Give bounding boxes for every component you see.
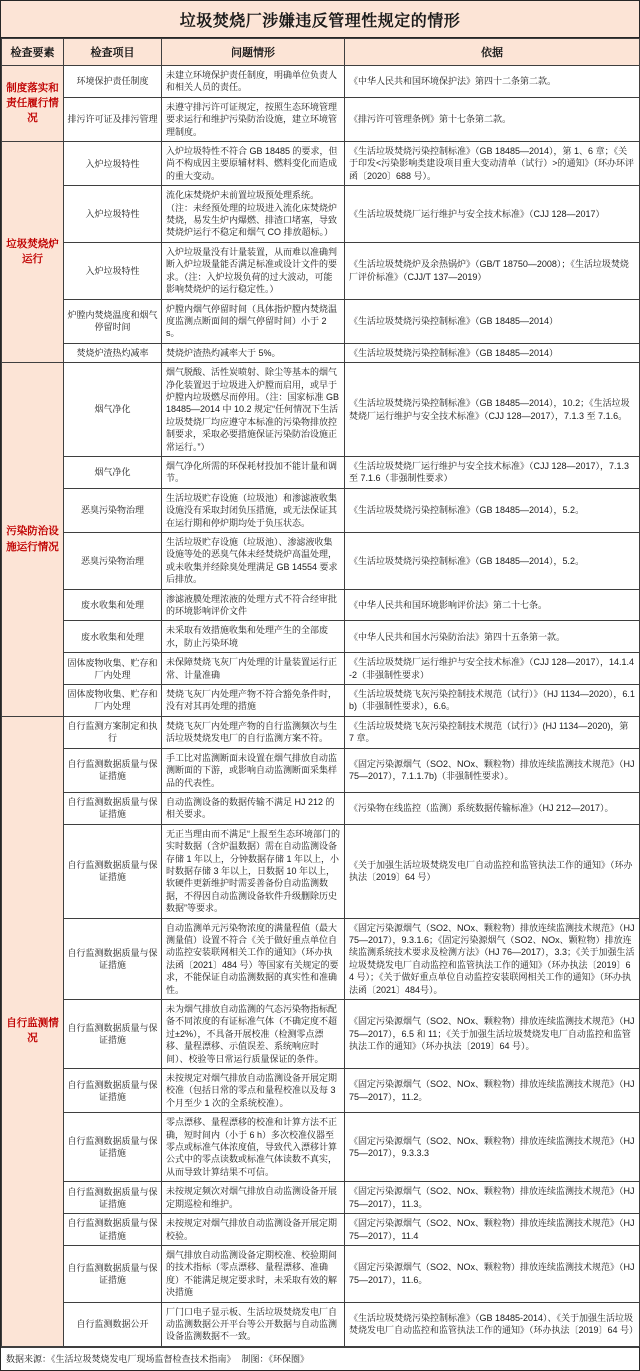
problem-situation-cell: 焚烧飞灰厂内处理产物不符合豁免条件时，没有对其再处理的措施 bbox=[162, 685, 345, 717]
table-row bbox=[2, 343, 640, 362]
basis-cell: 《固定污染源烟气（SO2、NOx、颗粒物）排放连续监测技术规范》（HJ 75—2017），6.5 和 11；《关于加强生活垃圾焚烧发电厂自动监控和监管执法工作的通知》（环办执法〔2019〕64 号）。 bbox=[345, 1000, 640, 1069]
violations-table bbox=[1, 38, 640, 1347]
table-row bbox=[2, 1000, 640, 1069]
problem-situation-cell: 未保障焚烧飞灰厂内处理的计量装置运行正常、计量准确 bbox=[162, 653, 345, 685]
inspection-item-cell: 自行监测数据质量与保证措施 bbox=[64, 918, 162, 999]
basis-cell: 《生活垃圾焚烧飞灰污染控制技术规范（试行）》（HJ 1134—2020），6.1b)（非强制性要求），6.6。 bbox=[345, 685, 640, 717]
inspection-item-cell: 固体废物收集、贮存和厂内处理 bbox=[64, 653, 162, 685]
problem-situation-cell: 零点漂移、量程漂移的校准和计算方法不正确，短时间内（小于 6 h）多次校准仪器至零点或标准气体浓度值，导致代入漂移计算公式中的零点读数或标准气体读数不真实，从而导致计算结果不可信。 bbox=[162, 1113, 345, 1182]
column-header-item: 检查项目 bbox=[64, 39, 162, 66]
basis-cell: 《污染物在线监控（监测）系统数据传输标准》（HJ 212—2017）。 bbox=[345, 792, 640, 824]
problem-situation-cell: 入炉垃圾特性不符合 GB 18485 的要求，但尚不构成因主要原辅材料、燃料变化而造成的重大变动。 bbox=[162, 142, 345, 186]
basis-cell: 《中华人民共和国环境影响评价法》第二十七条。 bbox=[345, 589, 640, 621]
table-row bbox=[2, 792, 640, 824]
problem-situation-cell: 厂门口电子显示板、生活垃圾焚烧发电厂自动监测数据公开平台等公开数据与自动监测设备监测数据不一致。 bbox=[162, 1302, 345, 1346]
table-row bbox=[2, 621, 640, 653]
section-element-cell: 污染防治设施运行情况 bbox=[2, 363, 64, 717]
table-row bbox=[2, 299, 640, 343]
table-body bbox=[2, 66, 640, 1347]
inspection-item-cell: 焚烧炉渣热灼减率 bbox=[64, 343, 162, 362]
table-row bbox=[2, 66, 640, 98]
inspection-item-cell: 固体废物收集、贮存和厂内处理 bbox=[64, 685, 162, 717]
basis-cell: 《生活垃圾焚烧厂运行维护与安全技术标准》（CJJ 128—2017） bbox=[345, 186, 640, 243]
inspection-item-cell: 恶臭污染物治理 bbox=[64, 533, 162, 590]
basis-cell: 《固定污染源烟气（SO2、NOx、颗粒物）排放连续监测技术规范》（HJ 75—2017），9.3.1.6；《固定污染源烟气（SO2、NOx、颗粒物）排放连续监测系统技术要求及检测方法》（HJ 76—2017），3.3；《关于加强生活垃圾焚烧发电厂自动监控和监管执法工作的通知》（环办执法〔2019〕64 号）；《关于做好重点单位自动监控安装联网相关工作的通知》（环办执法函〔2021〕484号）。 bbox=[345, 918, 640, 999]
inspection-item-cell: 烟气净化 bbox=[64, 456, 162, 488]
basis-cell: 《生活垃圾焚烧污染控制标准》（GB 18485—2014），5.2。 bbox=[345, 488, 640, 532]
inspection-item-cell: 恶臭污染物治理 bbox=[64, 488, 162, 532]
table-row bbox=[2, 685, 640, 717]
basis-cell: 《生活垃圾焚烧污染控制标准》（GB 18485—2014），5.2。 bbox=[345, 533, 640, 590]
inspection-item-cell: 自行监测数据质量与保证措施 bbox=[64, 1069, 162, 1113]
footer bbox=[1, 1347, 639, 1370]
inspection-item-cell: 自行监测方案制定和执行 bbox=[64, 716, 162, 748]
problem-situation-cell: 炉膛内烟气停留时间（具体指炉膛内焚烧温度监测点断面间的烟气停留时间）小于 2 s。 bbox=[162, 299, 345, 343]
basis-cell: 《生活垃圾焚烧厂运行维护与安全技术标准》（CJJ 128—2017），14.1.4-2（非强制性要求） bbox=[345, 653, 640, 685]
inspection-item-cell: 废水收集和处理 bbox=[64, 589, 162, 621]
inspection-item-cell: 入炉垃圾特性 bbox=[64, 186, 162, 243]
problem-situation-cell: 生活垃圾贮存设施（垃圾池）和渗滤液收集设施没有采取封闭负压措施，或无法保证其在运行期和停炉期均处于负压状态。 bbox=[162, 488, 345, 532]
problem-situation-cell: 自动监测设备的数据传输不满足 HJ 212 的相关要求。 bbox=[162, 792, 345, 824]
table-row bbox=[2, 456, 640, 488]
footer-credit: 制图：《环保圈》 bbox=[241, 1353, 310, 1364]
problem-situation-cell: 未遵守排污许可证规定，按照生态环境管理要求运行和维护污染防治设施，建立环境管理制度。 bbox=[162, 97, 345, 141]
table-header bbox=[2, 39, 640, 66]
inspection-item-cell: 排污许可证及排污管理 bbox=[64, 97, 162, 141]
table-row bbox=[2, 142, 640, 186]
problem-situation-cell: 未为烟气排放自动监测的气态污染物指标配备不同浓度的有证标准气体（不确定度不超过±2%），不具备开展校准（检测零点漂移、量程漂移、示值误差、系统响应时间）、校验等日常运行质量保证的条件。 bbox=[162, 1000, 345, 1069]
table-row bbox=[2, 97, 640, 141]
problem-situation-cell: 手工比对监测断面未设置在烟气排放自动监测断面的下游，或影响自动监测断面采集样品的代表性。 bbox=[162, 748, 345, 792]
inspection-item-cell: 自行监测数据质量与保证措施 bbox=[64, 1245, 162, 1302]
basis-cell: 《生活垃圾焚烧炉及余热锅炉》（GB/T 18750—2008）；《生活垃圾焚烧厂评价标准》（CJJ/T 137—2019） bbox=[345, 242, 640, 299]
basis-cell: 《生活垃圾焚烧飞灰污染控制技术规范（试行）》(HJ 1134—2020)，第 7 章。 bbox=[345, 716, 640, 748]
table-row bbox=[2, 653, 640, 685]
basis-cell: 《生活垃圾焚烧污染控制标准》（GB 18485—2014） bbox=[345, 299, 640, 343]
section-element-cell: 垃圾焚烧炉运行 bbox=[2, 142, 64, 363]
basis-cell: 《固定污染源烟气（SO2、NOx、颗粒物）排放连续监测技术规范》（HJ 75—2017），11.2。 bbox=[345, 1069, 640, 1113]
basis-cell: 《固定污染源烟气（SO2、NOx、颗粒物）排放连续监测技术规范》（HJ 75—2017），11.4 bbox=[345, 1214, 640, 1246]
problem-situation-cell: 烟气排放自动监测设备定期校准、校验期间的技术指标（零点漂移、量程漂移、准确度）不能满足规定要求时，未采取有效的解决措施 bbox=[162, 1245, 345, 1302]
inspection-item-cell: 自行监测数据公开 bbox=[64, 1302, 162, 1346]
inspection-item-cell: 自行监测数据质量与保证措施 bbox=[64, 1113, 162, 1182]
inspection-item-cell: 烟气净化 bbox=[64, 363, 162, 457]
basis-cell: 《固定污染源烟气（SO2、NOx、颗粒物）排放连续监测技术规范》（HJ 75—2017），9.3.3.3 bbox=[345, 1113, 640, 1182]
basis-cell: 《固定污染源烟气（SO2、NOx、颗粒物）排放连续监测技术规范》（HJ 75—2017），11.3。 bbox=[345, 1182, 640, 1214]
basis-cell: 《固定污染源烟气（SO2、NOx、颗粒物）排放连续监测技术规范》（HJ 75—2017），7.1.1.7b)（非强制性要求）。 bbox=[345, 748, 640, 792]
basis-cell: 《排污许可管理条例》第十七条第二款。 bbox=[345, 97, 640, 141]
basis-cell: 《生活垃圾焚烧污染控制标准》（GB 18485—2014），10.2；《生活垃圾焚烧厂运行维护与安全技术标准》（CJJ 128—2017），7.1.3 至 7.1.6。 bbox=[345, 363, 640, 457]
inspection-item-cell: 自行监测数据质量与保证措施 bbox=[64, 824, 162, 918]
table-row bbox=[2, 1069, 640, 1113]
inspection-item-cell: 炉膛内焚烧温度和烟气停留时间 bbox=[64, 299, 162, 343]
problem-situation-cell: 焚烧飞灰厂内处理产物的自行监测频次与生活垃圾焚烧发电厂的自行监测方案不符。 bbox=[162, 716, 345, 748]
page-title: 垃圾焚烧厂涉嫌违反管理性规定的情形 bbox=[1, 1, 639, 38]
problem-situation-cell: 未按规定对烟气排放自动监测设备开展定期校准（包括日常的零点和量程校准以及每 3 个月至少 1 次的全系统校准）。 bbox=[162, 1069, 345, 1113]
basis-cell: 《中华人民共和国水污染防治法》第四十五条第一款。 bbox=[345, 621, 640, 653]
column-header-problem: 问题情形 bbox=[162, 39, 345, 66]
table-row bbox=[2, 918, 640, 999]
section-element-cell: 自行监测情况 bbox=[2, 716, 64, 1346]
basis-cell: 《固定污染源烟气（SO2、NOx、颗粒物）排放连续监测技术规范》（HJ 75—2017），11.6。 bbox=[345, 1245, 640, 1302]
inspection-item-cell: 入炉垃圾特性 bbox=[64, 242, 162, 299]
problem-situation-cell: 焚烧炉渣热灼减率大于 5%。 bbox=[162, 343, 345, 362]
problem-situation-cell: 渗滤液膜处理浓液的处理方式不符合经审批的环境影响评价文件 bbox=[162, 589, 345, 621]
inspection-item-cell: 入炉垃圾特性 bbox=[64, 142, 162, 186]
inspection-item-cell: 自行监测数据质量与保证措施 bbox=[64, 1214, 162, 1246]
column-header-basis: 依据 bbox=[345, 39, 640, 66]
problem-situation-cell: 入炉垃圾量没有计量装置，从而难以准确判断入炉垃圾量能否满足标准或设计文件的要求。（注：入炉垃圾负荷的过大波动，可能影响焚烧炉的运行稳定性。） bbox=[162, 242, 345, 299]
table-row bbox=[2, 1182, 640, 1214]
problem-situation-cell: 生活垃圾贮存设施（垃圾池）、渗滤液收集设施等处的恶臭气体未经焚烧炉高温处理，或未收集并经除臭处理满足 GB 14554 要求后排放。 bbox=[162, 533, 345, 590]
header-row bbox=[2, 39, 640, 66]
problem-situation-cell: 未建立环境保护责任制度，明确单位负责人和相关人员的责任。 bbox=[162, 66, 345, 98]
problem-situation-cell: 未按规定对烟气排放自动监测设备开展定期校验。 bbox=[162, 1214, 345, 1246]
table-row bbox=[2, 1113, 640, 1182]
table-row bbox=[2, 1214, 640, 1246]
basis-cell: 《中华人民共和国环境保护法》第四十二条第二款。 bbox=[345, 66, 640, 98]
table-row bbox=[2, 716, 640, 748]
table-row bbox=[2, 488, 640, 532]
basis-cell: 《生活垃圾焚烧厂运行维护与安全技术标准》（CJJ 128—2017），7.1.3 至 7.1.6（非强制性要求） bbox=[345, 456, 640, 488]
basis-cell: 《生活垃圾焚烧污染控制标准》（GB 18485-2014）、《关于加强生活垃圾焚烧发电厂自动监控和监管执法工作的通知》（环办执法〔2019〕64 号） bbox=[345, 1302, 640, 1346]
problem-situation-cell: 烟气净化所需的环保耗材投加不能计量和调节。 bbox=[162, 456, 345, 488]
inspection-item-cell: 自行监测数据质量与保证措施 bbox=[64, 748, 162, 792]
inspection-item-cell: 自行监测数据质量与保证措施 bbox=[64, 792, 162, 824]
table-row bbox=[2, 589, 640, 621]
basis-cell: 《生活垃圾焚烧污染控制标准》（GB 18485—2014） bbox=[345, 343, 640, 362]
problem-situation-cell: 未采取有效措施收集和处理产生的全部废水，防止污染环境 bbox=[162, 621, 345, 653]
problem-situation-cell: 流化床焚烧炉未前置垃圾预处理系统。（注：未经预处理的垃圾进入流化床焚烧炉焚烧，易发生炉内爆燃、排渣口堵塞，导致焚烧炉运行不稳定和烟气 CO 排放超标。） bbox=[162, 186, 345, 243]
inspection-item-cell: 自行监测数据质量与保证措施 bbox=[64, 1182, 162, 1214]
inspection-item-cell: 废水收集和处理 bbox=[64, 621, 162, 653]
section-element-cell: 制度落实和责任履行情况 bbox=[2, 66, 64, 142]
table-row bbox=[2, 748, 640, 792]
table-row bbox=[2, 186, 640, 243]
problem-situation-cell: 烟气脱酸、活性炭喷射、除尘等基本的烟气净化装置迟于垃圾进入炉膛而启用，或早于炉膛内垃圾燃尽而停用。（注：国家标准 GB18485—2014 中 10.2 规定“任何情况下生活垃圾焚烧厂均应遵守本标准的污染物排放控制要求，采取必要措施保证污染防治设施正常运行。”） bbox=[162, 363, 345, 457]
table-row bbox=[2, 363, 640, 457]
basis-cell: 《生活垃圾焚烧污染控制标准》（GB 18485—2014），第 1、6 章；《关于印发<污染影响类建设项目重大变动清单（试行）>的通知》（环办环评函〔2020〕688 号）。 bbox=[345, 142, 640, 186]
basis-cell: 《关于加强生活垃圾焚烧发电厂自动监控和监管执法工作的通知》（环办执法〔2019〕64 号） bbox=[345, 824, 640, 918]
inspection-item-cell: 环境保护责任制度 bbox=[64, 66, 162, 98]
inspection-item-cell: 自行监测数据质量与保证措施 bbox=[64, 1000, 162, 1069]
table-row bbox=[2, 242, 640, 299]
table-row bbox=[2, 1302, 640, 1346]
footer-source: 数据来源：《生活垃圾焚烧发电厂现场监督检查技术指南》 bbox=[6, 1353, 236, 1364]
table-row bbox=[2, 1245, 640, 1302]
problem-situation-cell: 未按规定频次对烟气排放自动监测设备开展定期巡检和维护。 bbox=[162, 1182, 345, 1214]
column-header-element: 检查要素 bbox=[2, 39, 64, 66]
problem-situation-cell: 自动监测单元污染物浓度的满量程值（最大测量值）设置不符合《关于做好重点单位自动监控安装联网相关工作的通知》（环办执法函〔2021〕484 号）等国家有关规定的要求，不能保证自动监测数据的真实性和准确性。 bbox=[162, 918, 345, 999]
table-row bbox=[2, 533, 640, 590]
problem-situation-cell: 无正当理由而不满足“上报至生态环境部门的实时数据（含炉温数据）需在自动监测设备存储 1 年以上，分钟数据存储 1 年以上，小时数据存储 3 年以上，日数据 10 年以上，软硬件更新维护时需妥善备份自动监测数据，不得因自动监测设备软件升级删除历史数据”等要求。 bbox=[162, 824, 345, 918]
table-row bbox=[2, 824, 640, 918]
